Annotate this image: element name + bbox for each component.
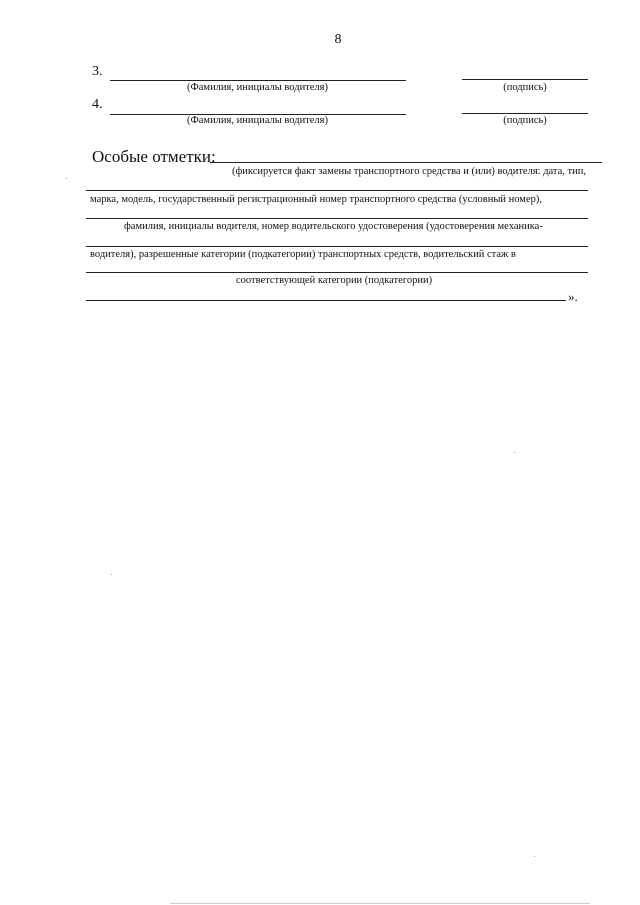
special-marks-line-2 (86, 190, 588, 191)
special-marks-caption-4: водителя), разрешенные категории (подкатегории) транспортных средств, водительский стаж в (90, 249, 516, 260)
scan-edge-line (170, 903, 590, 904)
special-marks-caption-3: фамилия, инициалы водителя, номер водительского удостоверения (удостоверения механика- (124, 221, 543, 232)
signature-row-4-number: 4. (92, 97, 103, 112)
signature-row-3-number: 3. (92, 64, 103, 79)
special-marks-caption-1: (фиксируется факт замены транспортного средства и (или) водителя: дата, тип, (232, 166, 587, 177)
scan-speck (66, 178, 67, 179)
signature-row-3-sign-caption: (подпись) (503, 82, 547, 93)
signature-row-4-sign-caption: (подпись) (503, 115, 547, 126)
closing-quote: ». (568, 289, 578, 304)
special-marks-heading: Особые отметки: (92, 147, 216, 166)
signature-row-4-name-caption: (Фамилия, инициалы водителя) (186, 115, 329, 126)
special-marks-line-3 (86, 218, 588, 219)
signature-row-3-name-caption: (Фамилия, инициалы водителя) (186, 82, 329, 93)
special-marks-line-4 (86, 246, 588, 247)
signature-row-3-sign-line (462, 79, 588, 80)
scan-speck (514, 452, 515, 453)
special-marks-line-1 (210, 162, 602, 163)
signature-row-4-sign-line (462, 113, 588, 114)
special-marks-caption-5: соответствующей категории (подкатегории) (236, 275, 433, 286)
special-marks-line-5 (86, 272, 588, 273)
scan-speck (534, 856, 535, 857)
special-marks-caption-2: марка, модель, государственный регистрационный номер транспортного средства (условный номер), (90, 194, 542, 205)
scan-speck (111, 574, 112, 575)
page-number: 8 (334, 32, 342, 47)
special-marks-line-6 (86, 300, 566, 301)
signature-row-3-name-line (110, 80, 406, 81)
